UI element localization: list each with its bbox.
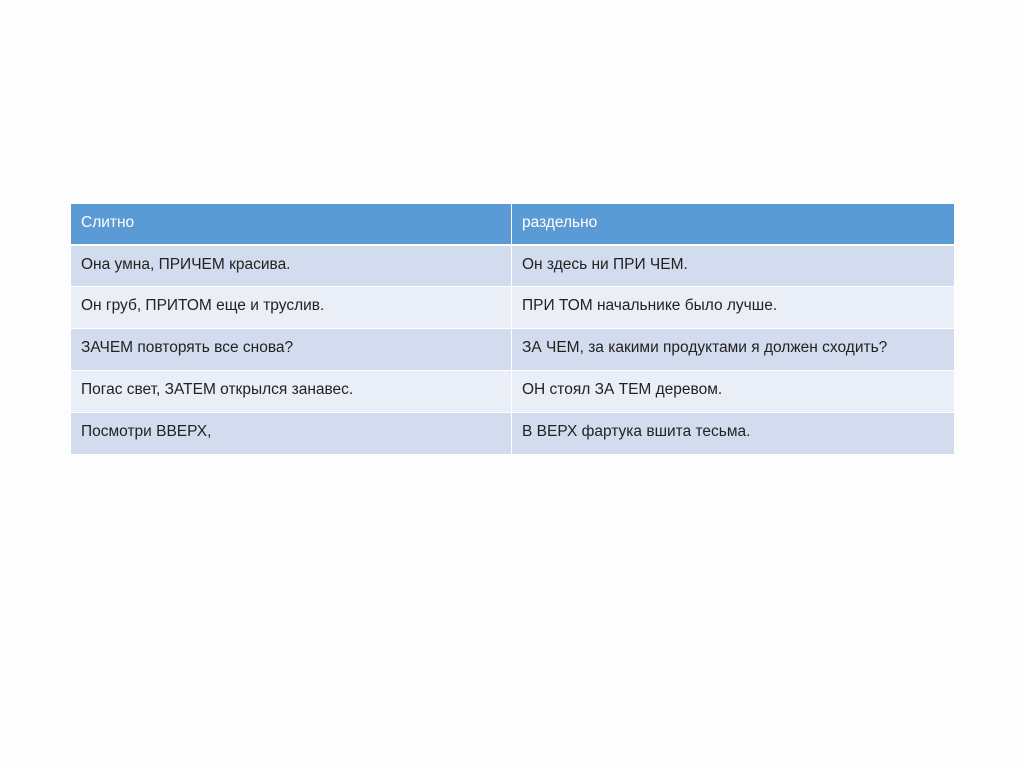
table-cell-separate: ПРИ ТОМ начальнике было лучше.: [512, 287, 955, 329]
table-row: [71, 329, 955, 371]
table-cell-separate: ОН стоял ЗА ТЕМ деревом.: [512, 371, 955, 413]
table-row: [71, 245, 955, 287]
header-cell-separate: раздельно: [512, 204, 955, 245]
table-cell-separate: ЗА ЧЕМ, за какими продуктами я должен сходить?: [512, 329, 955, 371]
spelling-table: [70, 203, 955, 455]
table-cell-together: Погас свет, ЗАТЕМ открылся занавес.: [71, 371, 512, 413]
table-row: [71, 413, 955, 455]
table-row: [71, 371, 955, 413]
header-cell-together: Слитно: [71, 204, 512, 245]
table-header-row: [71, 204, 955, 245]
table-cell-separate: Он здесь ни ПРИ ЧЕМ.: [512, 245, 955, 287]
table-cell-together: Он груб, ПРИТОМ еще и труслив.: [71, 287, 512, 329]
table-cell-together: Посмотри ВВЕРХ,: [71, 413, 512, 455]
table-cell-together: ЗАЧЕМ повторять все снова?: [71, 329, 512, 371]
table-row: [71, 287, 955, 329]
table-cell-separate: В ВЕРХ фартука вшита тесьма.: [512, 413, 955, 455]
table-cell-together: Она умна, ПРИЧЕМ красива.: [71, 245, 512, 287]
